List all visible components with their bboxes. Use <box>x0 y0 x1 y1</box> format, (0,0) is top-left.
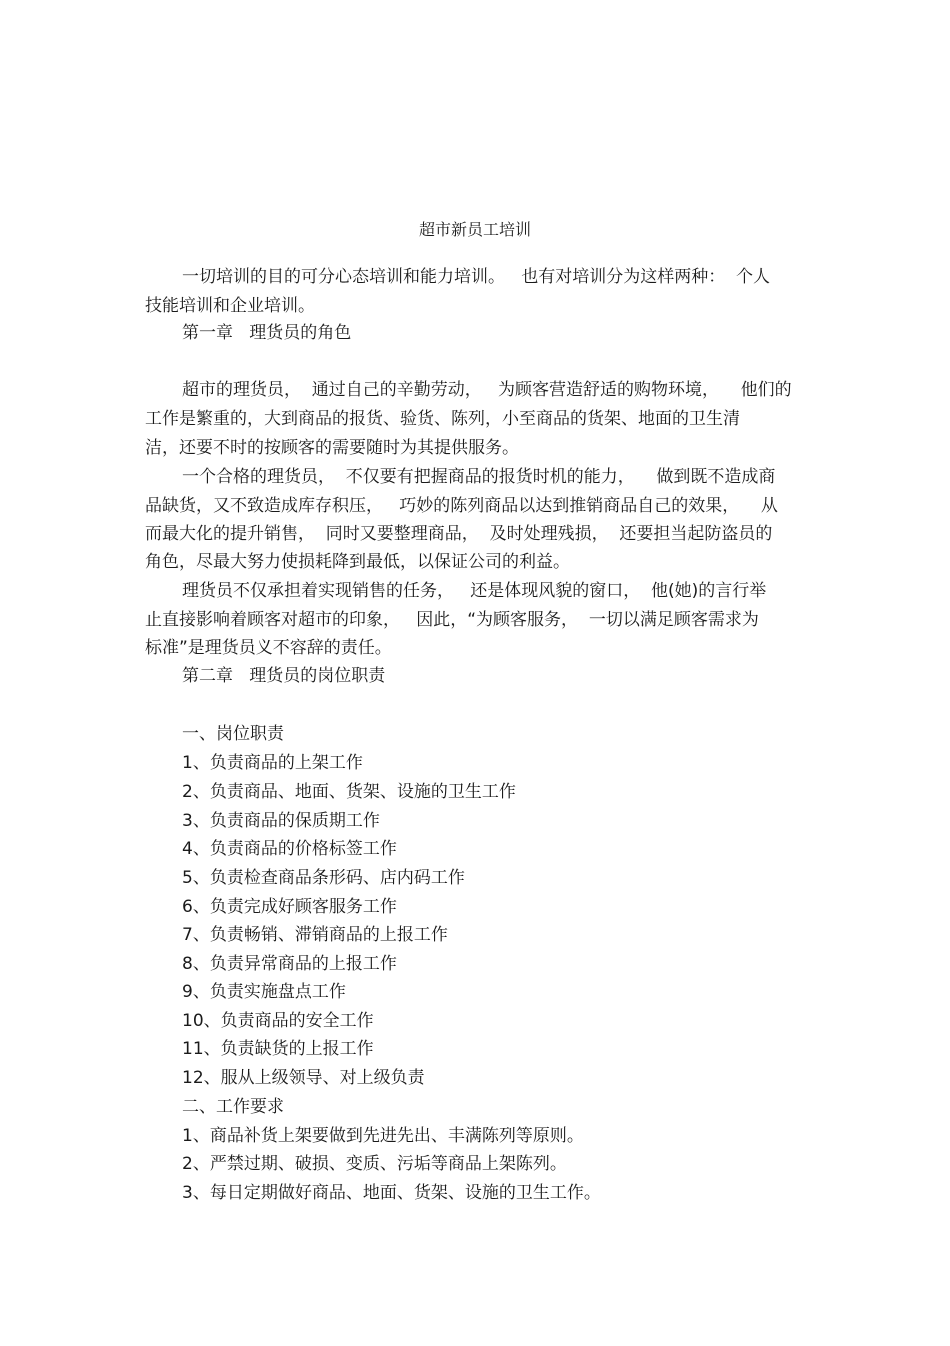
list-item: 7、负责畅销、滞销商品的上报工作 <box>182 925 448 945</box>
paragraph-line: 标准”是理货员义不容辞的责任。 <box>145 638 392 658</box>
paragraph-line: 洁，还要不时的按顾客的需要随时为其提供服务。 <box>145 438 519 458</box>
list-item: 1、商品补货上架要做到先进先出、丰满陈列等原则。 <box>182 1126 584 1146</box>
list-item: 8、负责异常商品的上报工作 <box>182 954 397 974</box>
list-item: 10、负责商品的安全工作 <box>182 1011 374 1031</box>
paragraph-line: 一个合格的理货员， 不仅要有把握商品的报货时机的能力， 做到既不造成商 <box>182 467 776 487</box>
list-item: 2、严禁过期、破损、变质、污垢等商品上架陈列。 <box>182 1154 567 1174</box>
list-item: 6、负责完成好顾客服务工作 <box>182 897 397 917</box>
list-item: 2、负责商品、地面、货架、设施的卫生工作 <box>182 782 516 802</box>
intro-line: 一切培训的目的可分心态培训和能力培训。 也有对培训分为这样两种： 个人 <box>182 267 771 287</box>
list-item: 3、负责商品的保质期工作 <box>182 811 380 831</box>
paragraph-line: 超市的理货员， 通过自己的辛勤劳动， 为顾客营造舒适的购物环境， 他们的 <box>182 380 792 400</box>
paragraph-line: 理货员不仅承担着实现销售的任务， 还是体现风貌的窗口， 他(她)的言行举 <box>182 581 767 601</box>
paragraph-line: 工作是繁重的，大到商品的报货、验货、陈列，小至商品的货架、地面的卫生清 <box>145 409 740 429</box>
list-item: 5、负责检查商品条形码、店内码工作 <box>182 868 465 888</box>
paragraph-line: 角色，尽最大努力使损耗降到最低，以保证公司的利益。 <box>145 552 570 572</box>
list-item: 3、每日定期做好商品、地面、货架、设施的卫生工作。 <box>182 1183 601 1203</box>
paragraph-line: 而最大化的提升销售， 同时又要整理商品， 及时处理残损， 还要担当起防盗员的 <box>145 524 773 544</box>
paragraph-line: 品缺货，又不致造成库存积压， 巧妙的陈列商品以达到推销商品自己的效果， 从 <box>145 496 778 516</box>
section-heading: 一、岗位职责 <box>182 724 284 744</box>
list-item: 1、负责商品的上架工作 <box>182 753 363 773</box>
chapter-1-heading: 第一章 理货员的角色 <box>182 323 352 343</box>
list-item: 12、服从上级领导、对上级负责 <box>182 1068 425 1088</box>
list-item: 11、负责缺货的上报工作 <box>182 1039 374 1059</box>
list-item: 9、负责实施盘点工作 <box>182 982 346 1002</box>
section-heading: 二、工作要求 <box>182 1097 284 1117</box>
intro-line: 技能培训和企业培训。 <box>145 296 315 316</box>
chapter-2-heading: 第二章 理货员的岗位职责 <box>182 666 386 686</box>
list-item: 4、负责商品的价格标签工作 <box>182 839 397 859</box>
document-title: 超市新员工培训 <box>418 220 531 239</box>
paragraph-line: 止直接影响着顾客对超市的印象， 因此，“为顾客服务， 一切以满足顾客需求为 <box>145 610 759 630</box>
